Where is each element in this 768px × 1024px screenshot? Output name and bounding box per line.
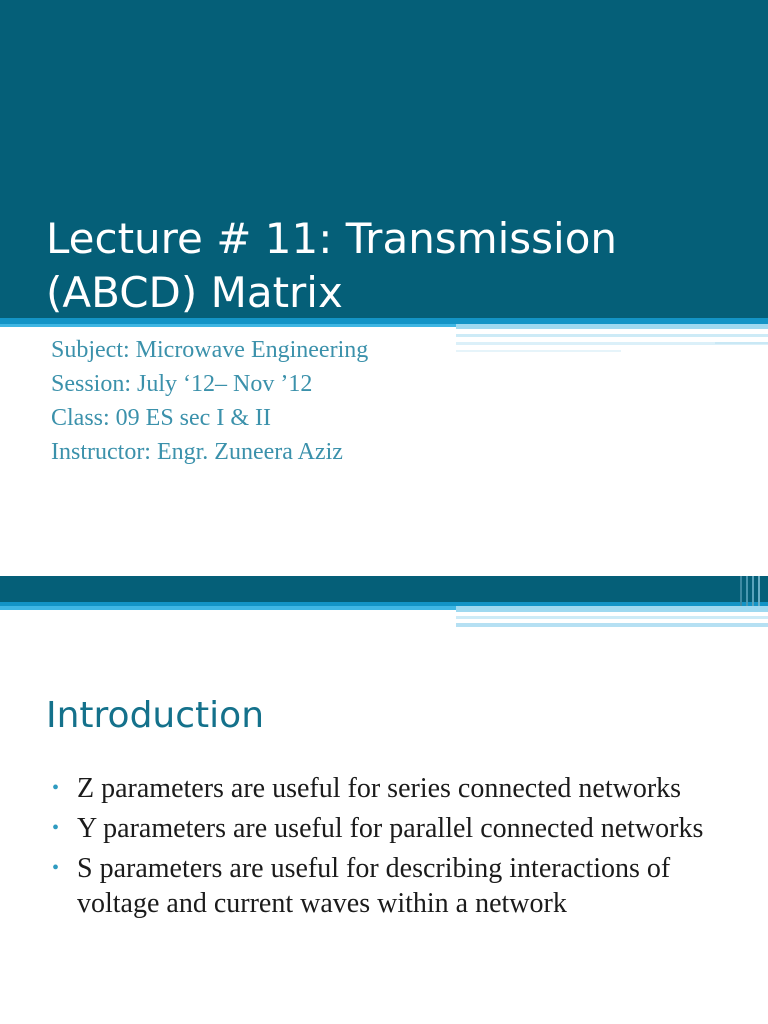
bullet-dot-icon: • xyxy=(52,857,60,879)
bullet-text: Z parameters are useful for series connected networks xyxy=(77,773,682,804)
bullet-dot-icon: • xyxy=(52,777,60,799)
subtitle-lines xyxy=(51,333,368,469)
section-heading: Introduction xyxy=(46,695,265,736)
bullet-item-s-parameters xyxy=(52,851,742,921)
bullet-text: Y parameters are useful for parallel connected networks xyxy=(77,813,704,844)
subtitle-instructor: Instructor: Engr. Zuneera Aziz xyxy=(51,439,343,465)
subtitle-session: Session: July ‘12– Nov ’12 xyxy=(51,371,313,397)
bullet-dot-icon: • xyxy=(52,817,60,839)
bullet-list xyxy=(52,771,742,926)
slide-title xyxy=(46,212,746,320)
slide-title-line-2: (ABCD) Matrix xyxy=(46,268,343,317)
bullet-text: S parameters are useful for describing interactions of voltage and current waves within a network xyxy=(77,853,671,919)
bullet-item-y-parameters xyxy=(52,811,742,846)
slide-title-line-1: Lecture # 11: Transmission xyxy=(46,214,618,263)
bullet-item-z-parameters xyxy=(52,771,742,806)
subtitle-subject: Subject: Microwave Engineering xyxy=(51,337,369,363)
content-slide xyxy=(0,576,768,1024)
subtitle-class: Class: 09 ES sec I & II xyxy=(51,405,271,431)
